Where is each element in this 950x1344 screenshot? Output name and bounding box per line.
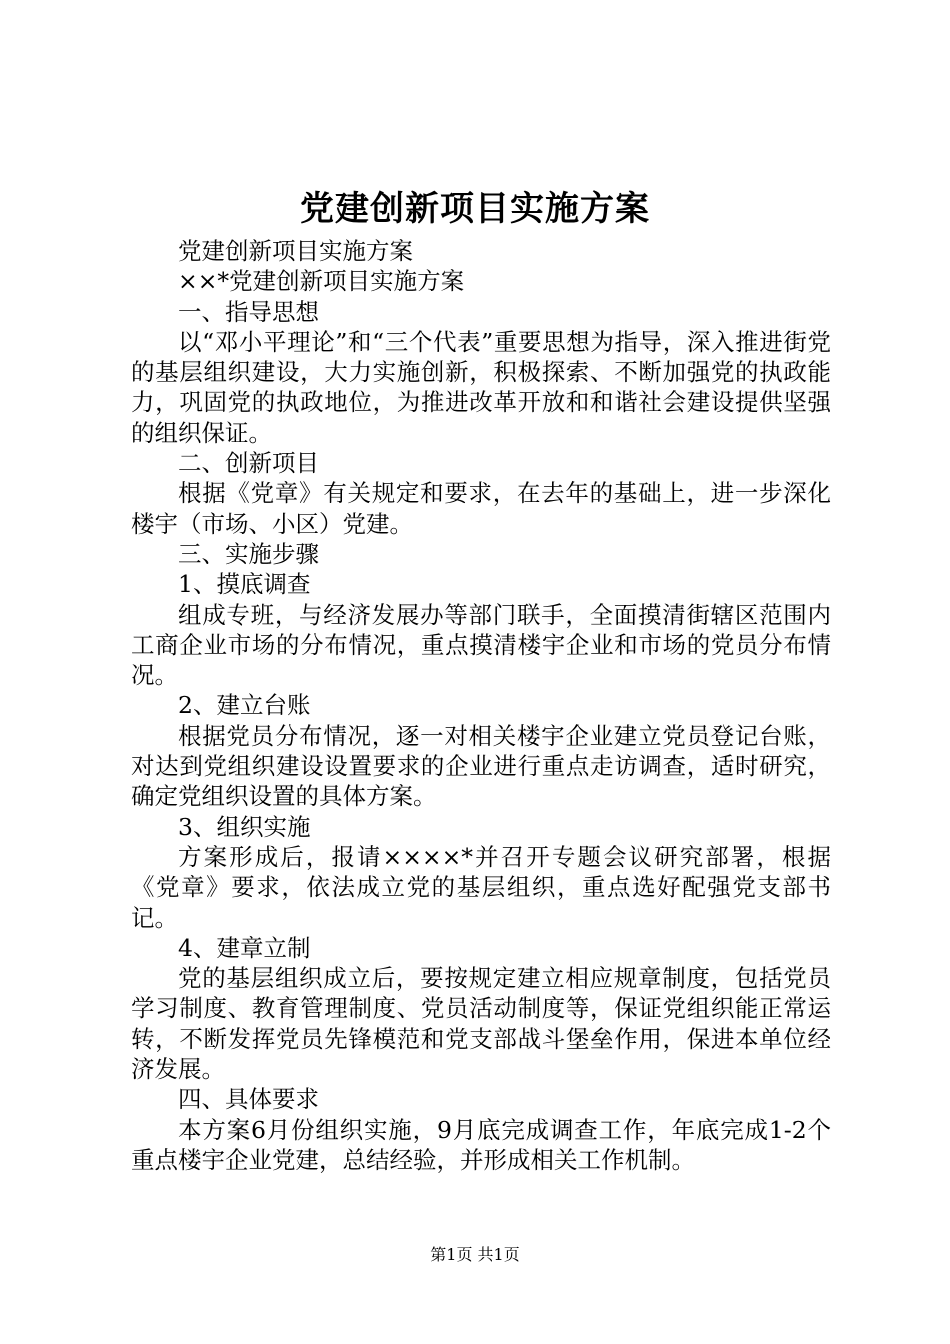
- heading-step-4: 4、建章立制: [178, 933, 311, 962]
- heading-implementation-steps: 三、实施步骤: [178, 539, 319, 568]
- heading-guiding-ideology: 一、指导思想: [178, 297, 319, 326]
- document-title: 党建创新项目实施方案: [300, 189, 650, 229]
- paragraph-guiding-ideology: 以“邓小平理论”和“三个代表”重要思想为指导，深入推进街党的基层组织建设，大力实施创新，积极探索、不断加强党的执政能力，巩固党的执政地位，为推进改革开放和和谐社会建设提供坚强的组织保证。: [131, 327, 831, 447]
- heading-specific-requirements: 四、具体要求: [178, 1085, 319, 1114]
- document-body: [131, 236, 831, 1175]
- paragraph-step-3: 方案形成后，报请××××*并召开专题会议研究部署，根据《党章》要求，依法成立党的基层组织，重点选好配强党支部书记。: [131, 842, 831, 932]
- paragraph-innovation-project: 根据《党章》有关规定和要求，在去年的基础上，进一步深化楼宇（市场、小区）党建。: [131, 479, 831, 538]
- heading-step-3: 3、组织实施: [178, 812, 311, 841]
- paragraph-step-4: 党的基层组织成立后，要按规定建立相应规章制度，包括党员学习制度、教育管理制度、党员活动制度等，保证党组织能正常运转，不断发挥党员先锋模范和党支部战斗堡垒作用，保进本单位经济发展。: [131, 964, 831, 1084]
- page-footer: 第1页 共1页: [430, 1245, 520, 1264]
- paragraph-specific-requirements: 本方案6月份组织实施，9月底完成调查工作，年底完成1-2个重点楼宇企业党建，总结经验，并形成相关工作机制。: [131, 1115, 831, 1174]
- paragraph-subtitle: 党建创新项目实施方案: [178, 237, 413, 265]
- heading-step-1: 1、摸底调查: [178, 570, 311, 599]
- heading-innovation-project: 二、创新项目: [178, 449, 319, 478]
- heading-step-2: 2、建立台账: [178, 691, 311, 720]
- paragraph-plan-name: ××*党建创新项目实施方案: [178, 267, 465, 296]
- paragraph-step-1: 组成专班，与经济发展办等部门联手，全面摸清街辖区范围内工商企业市场的分布情况，重点摸清楼宇企业和市场的党员分布情况。: [131, 600, 831, 690]
- paragraph-step-2: 根据党员分布情况，逐一对相关楼宇企业建立党员登记台账，对达到党组织建设设置要求的企业进行重点走访调查，适时研究，确定党组织设置的具体方案。: [131, 721, 831, 811]
